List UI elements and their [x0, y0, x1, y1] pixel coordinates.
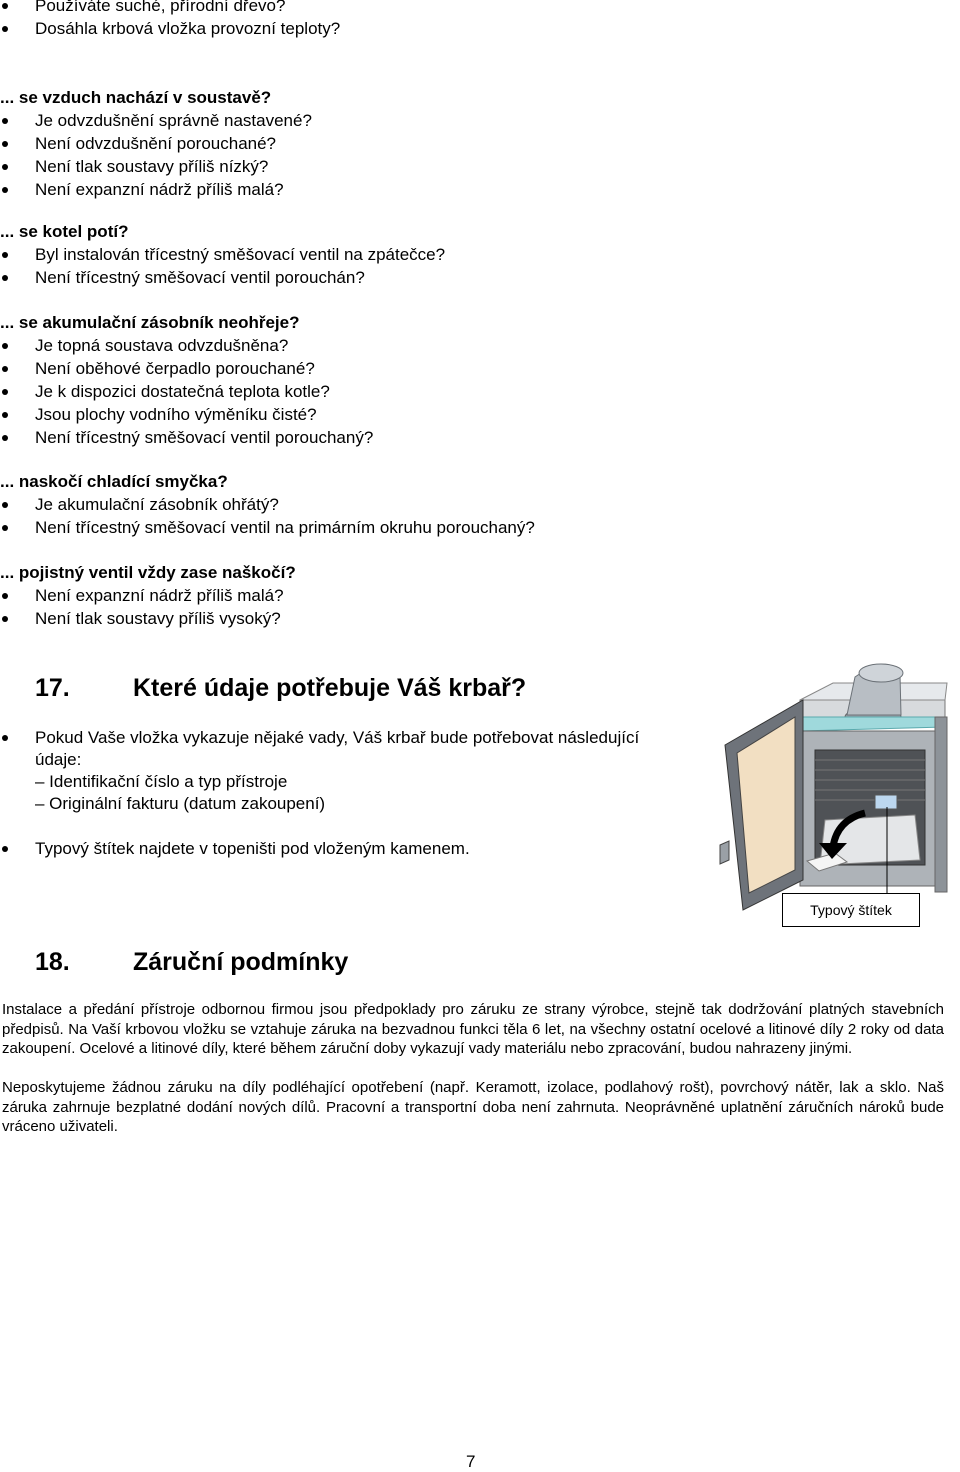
- list-item: Není třícestný směšovací ventil porouchaný?: [0, 426, 373, 449]
- section-17-title: [35, 674, 526, 703]
- warranty-paragraph-2: Neposkytujeme žádnou záruku na díly podléhající opotřebení (např. Keramott, izolace, podlahový rošt), povrchový nátěr, lak a sklo. Naš záruka zahrnuje bezplatné dodání nových dílů. Pracovní a transportní doba není zahrnuta. Neoprávněné uplatnění záručních nároků bude vráceno uživateli.: [2, 1079, 944, 1135]
- list-item: Dosáhla krbová vložka provozní teploty?: [0, 17, 340, 40]
- group-heading: ... se akumulační zásobník neohřeje?: [0, 313, 300, 332]
- list-item: Pokud Vaše vložka vykazuje nějaké vady, Váš krbař bude potřebovat následující: [0, 726, 639, 749]
- group-heading: ... naskočí chladící smyčka?: [0, 472, 228, 491]
- dash-item: – Originální fakturu (datum zakoupení): [35, 794, 326, 813]
- type-label-callout: Typový štítek: [782, 893, 920, 927]
- troubleshoot-group-air: [0, 86, 312, 201]
- list-item: Není oběhové čerpadlo porouchané?: [0, 357, 373, 380]
- section-title-text: Záruční podmínky: [133, 948, 349, 976]
- section-title-text: Které údaje potřebuje Váš krbař?: [133, 674, 527, 702]
- troubleshoot-group-storage: [0, 311, 373, 449]
- list-item: Není třícestný směšovací ventil porouchán?: [0, 266, 445, 289]
- list-item: Je odvzdušnění správně nastavené?: [0, 109, 312, 132]
- troubleshoot-group-safety-valve: [0, 561, 296, 630]
- page-number: 7: [466, 1452, 476, 1471]
- group-heading: ... pojistný ventil vždy zase naškočí?: [0, 563, 296, 582]
- list-item: Není tlak soustavy příliš vysoký?: [0, 607, 296, 630]
- troubleshoot-group-cooling: [0, 470, 535, 539]
- list-item: Není expanzní nádrž příliš malá?: [0, 178, 312, 201]
- fireplace-insert-illustration: [715, 655, 960, 920]
- top-list: [0, 0, 340, 40]
- list-item: Typový štítek najdete v topeništi pod vloženým kamenem.: [0, 837, 470, 860]
- list-item: Není třícestný směšovací ventil na primárním okruhu porouchaný?: [0, 516, 535, 539]
- list-item: Není expanzní nádrž příliš malá?: [0, 584, 296, 607]
- list-item-continuation: údaje:: [35, 750, 82, 769]
- list-item: Není odvzdušnění porouchané?: [0, 132, 312, 155]
- list-item: Je k dispozici dostatečná teplota kotle?: [0, 380, 373, 403]
- list-item: Používáte suché, přírodní dřevo?: [0, 0, 340, 17]
- section-17-body: [0, 726, 639, 815]
- section-18-title: [35, 948, 348, 977]
- list-item: Je topná soustava odvzdušněna?: [0, 334, 373, 357]
- dash-item: – Identifikační číslo a typ přístroje: [35, 772, 288, 791]
- list-item: Byl instalován třícestný směšovací ventil na zpátečce?: [0, 243, 445, 266]
- section-number: 17.: [35, 674, 70, 702]
- group-heading: ... se vzduch nachází v soustavě?: [0, 88, 272, 107]
- troubleshoot-group-sweating: [0, 220, 445, 289]
- warranty-paragraph-1: Instalace a předání přístroje odbornou firmou jsou předpoklady pro záruku ze strany výrobce, stejně tak dodržování platných stavebních předpisů. Na Vaší krbovou vložku se vztahuje záruka na bezvadnou funkci těla 6 let, na všechny ostatní ocelové a litinové díly 2 roky od data zakoupení. Ocelové a litinové díly, které během záruční doby vykazují vady materiálu nebo zpracování, budou nahrazeny jinými.: [2, 1001, 944, 1057]
- section-17-note: [0, 837, 470, 860]
- list-item: Není tlak soustavy příliš nízký?: [0, 155, 312, 178]
- group-heading: ... se kotel potí?: [0, 222, 129, 241]
- list-item: Je akumulační zásobník ohřátý?: [0, 493, 535, 516]
- list-item: Jsou plochy vodního výměníku čisté?: [0, 403, 373, 426]
- section-number: 18.: [35, 948, 70, 976]
